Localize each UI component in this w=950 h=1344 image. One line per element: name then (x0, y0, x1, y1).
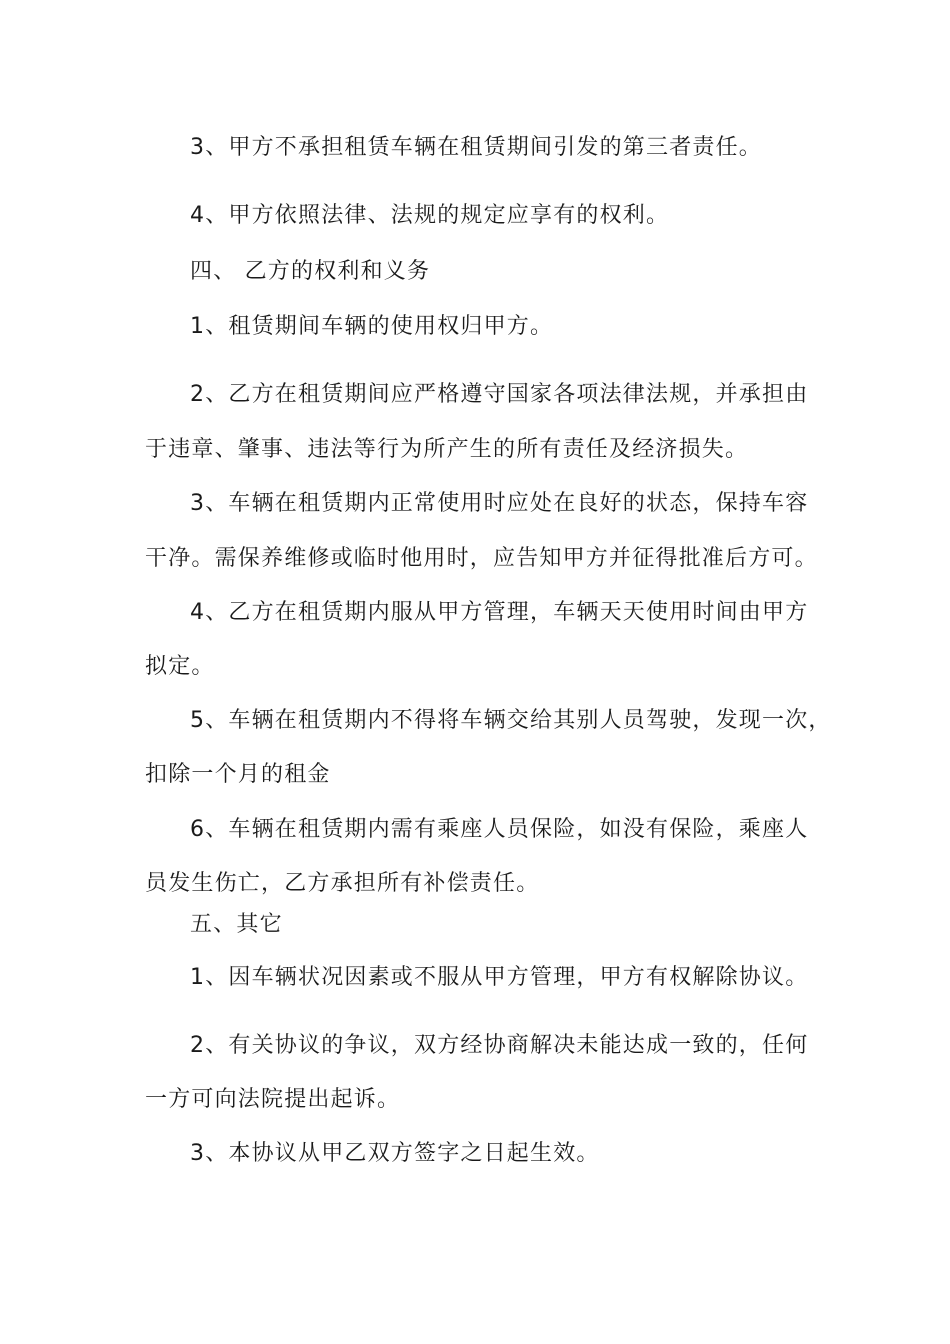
clause-4-line-2: 拟定。 (145, 654, 215, 679)
clause-1-termination: 1、因车辆状况因素或不服从甲方管理，甲方有权解除协议。 (190, 965, 809, 990)
clause-2-dispute-line-2: 一方可向法院提出起诉。 (145, 1087, 401, 1112)
clause-2-dispute-line-1: 2、有关协议的争议，双方经协商解决未能达成一致的，任何 (190, 1033, 809, 1058)
clause-5-line-2: 扣除一个月的租金 (145, 762, 331, 787)
section-heading-other: 五、其它 (190, 912, 283, 937)
clause-3-third-party-liability: 3、甲方不承担租赁车辆在租赁期间引发的第三者责任。 (190, 135, 762, 160)
clause-5-line-1: 5、车辆在租赁期内不得将车辆交给其别人员驾驶，发现一次， (190, 708, 832, 733)
section-heading-party-b: 四、 乙方的权利和义务 (190, 259, 431, 284)
clause-1-usage-rights: 1、租赁期间车辆的使用权归甲方。 (190, 314, 554, 339)
clause-2-line-1: 2、乙方在租赁期间应严格遵守国家各项法律法规，并承担由 (190, 382, 809, 407)
clause-4-legal-rights: 4、甲方依照法律、法规的规定应享有的权利。 (190, 203, 670, 228)
clause-2-line-2: 于违章、肇事、违法等行为所产生的所有责任及经济损失。 (145, 437, 749, 462)
clause-3-effective-date: 3、本协议从甲乙双方签字之日起生效。 (190, 1141, 600, 1166)
clause-3-line-1: 3、车辆在租赁期内正常使用时应处在良好的状态，保持车容 (190, 491, 809, 516)
clause-6-line-1: 6、车辆在租赁期内需有乘座人员保险，如没有保险，乘座人 (190, 817, 809, 842)
clause-6-line-2: 员发生伤亡，乙方承担所有补偿责任。 (145, 871, 540, 896)
clause-4-line-1: 4、乙方在租赁期内服从甲方管理，车辆天天使用时间由甲方 (190, 600, 809, 625)
clause-3-line-2: 干净。需保养维修或临时他用时，应告知甲方并征得批准后方可。 (145, 546, 818, 571)
